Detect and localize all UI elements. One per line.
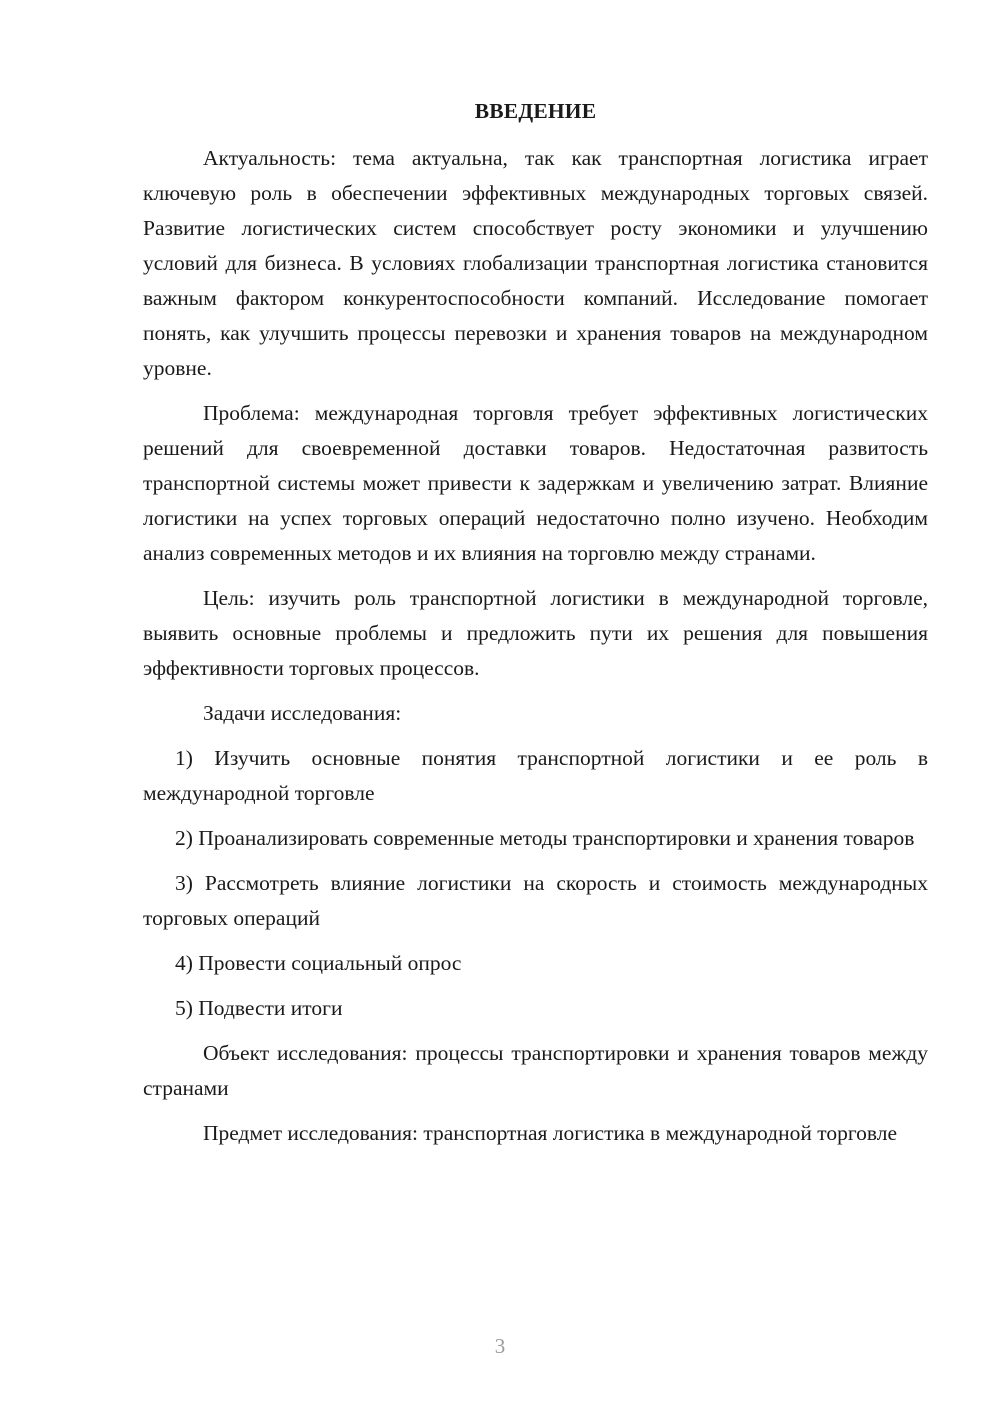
task-item-1: 1) Изучить основные понятия транспортной логистики и ее роль в международной торговле — [143, 746, 928, 805]
goal-paragraph: Цель: изучить роль транспортной логистики в международной торговле, выявить основные проблемы и предложить пути их решения для повышения эффективности торговых процессов. — [143, 586, 928, 680]
task-item-5: 5) Подвести итоги — [175, 996, 343, 1020]
task-item-2: 2) Проанализировать современные методы транспортировки и хранения товаров — [175, 826, 915, 850]
page-number: 3 — [494, 1334, 506, 1358]
subject-paragraph: Предмет исследования: транспортная логистика в международной торговле — [203, 1121, 898, 1145]
relevance-paragraph: Актуальность: тема актуальна, так как транспортная логистика играет ключевую роль в обеспечении эффективных международных торговых связей. Развитие логистических систем способствует росту экономики и улучшению условий для бизнеса. В условиях глобализации транспортная логистика становится важным фактором конкурентоспособности компаний. Исследование помогает понять, как улучшить процессы перевозки и хранения товаров на международном уровне. — [143, 146, 928, 380]
problem-paragraph: Проблема: международная торговля требует эффективных логистических решений для своевременной доставки товаров. Недостаточная развитость транспортной системы может привести к задержкам и увеличению затрат. Влияние логистики на успех торговых операций недостаточно полно изучено. Необходим анализ современных методов и их влияния на торговлю между странами. — [143, 401, 928, 565]
object-paragraph: Объект исследования: процессы транспортировки и хранения товаров между странами — [143, 1041, 928, 1100]
tasks-intro: Задачи исследования: — [203, 701, 402, 725]
task-item-3: 3) Рассмотреть влияние логистики на скорость и стоимость международных торговых операций — [143, 871, 928, 930]
task-item-4: 4) Провести социальный опрос — [175, 951, 462, 975]
document-page — [143, 94, 928, 1161]
section-heading: ВВЕДЕНИЕ — [474, 99, 597, 123]
